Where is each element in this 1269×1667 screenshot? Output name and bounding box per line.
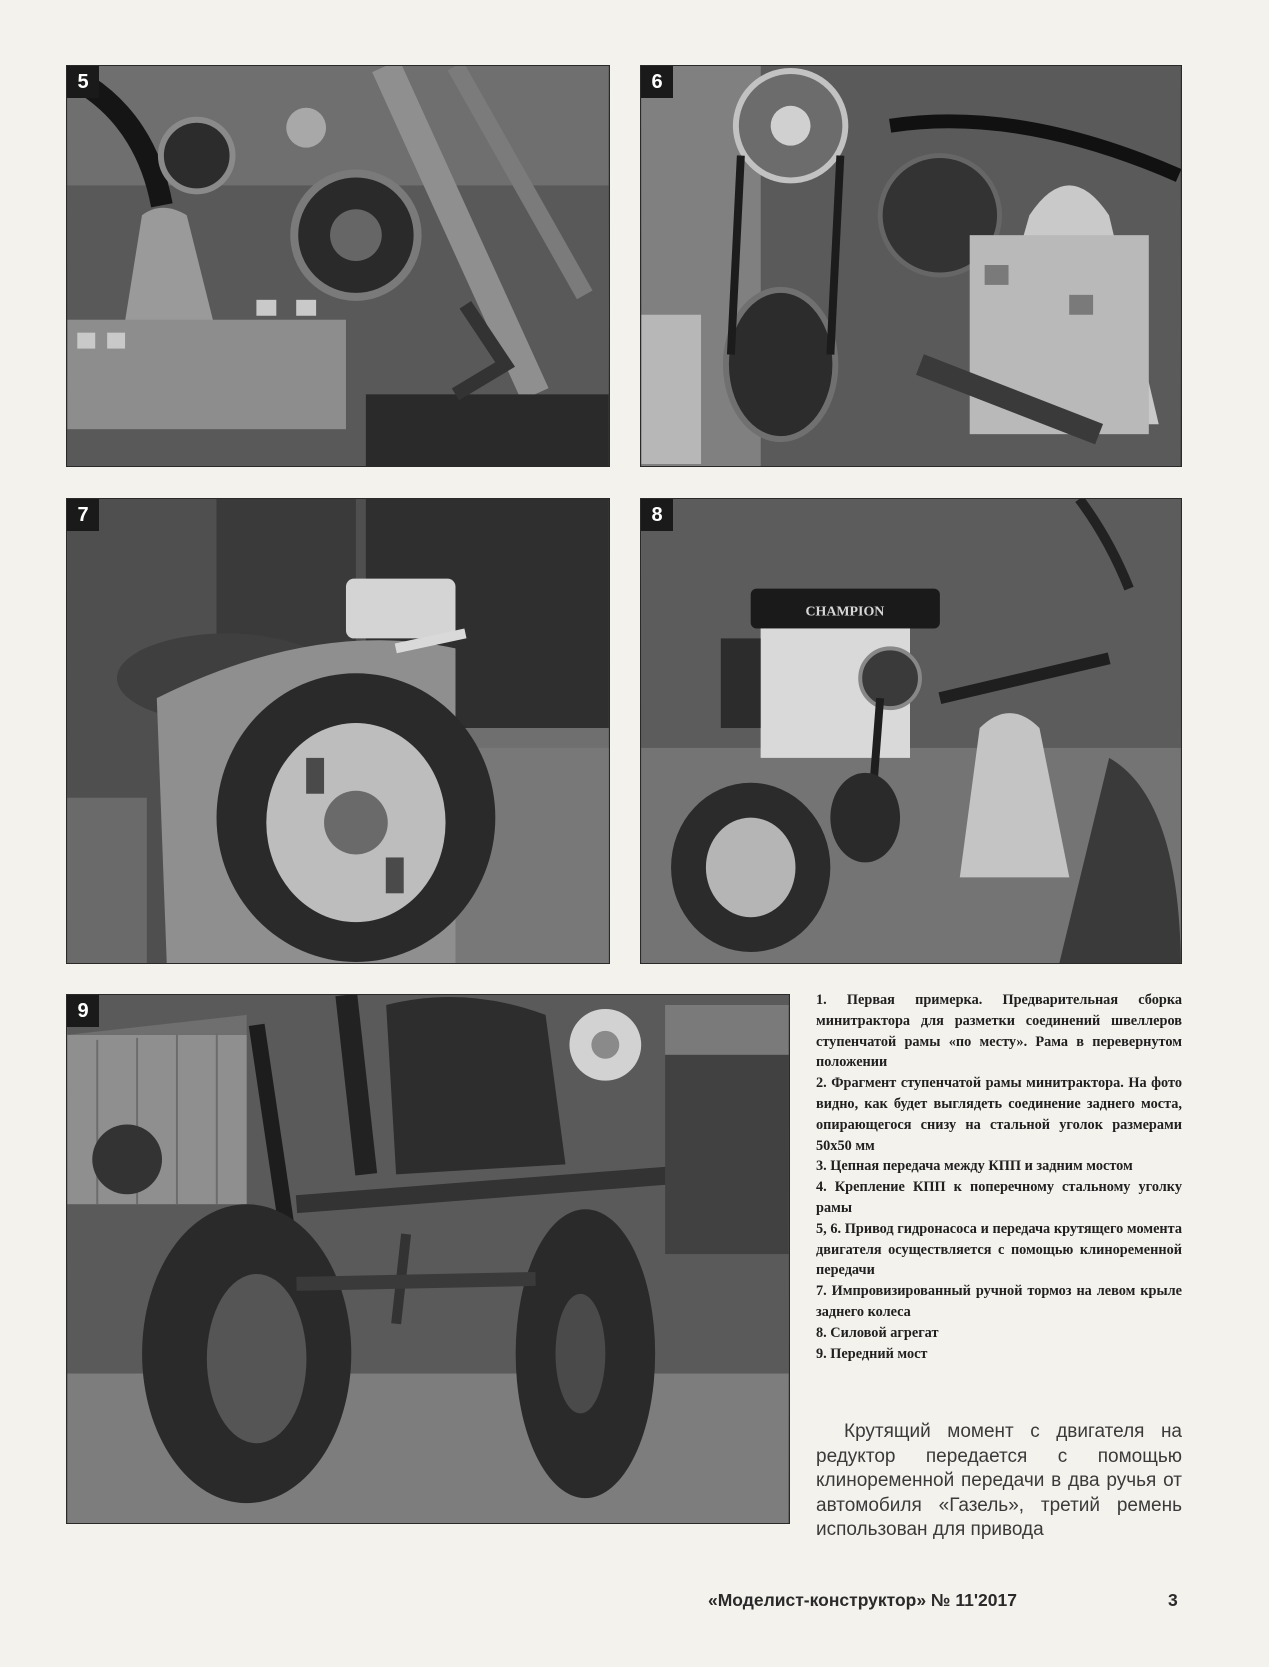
photo-5 [66, 65, 610, 467]
magazine-footer-title: «Моделист-конструктор» № 11'2017 [708, 1590, 1017, 1610]
photo-6-image [641, 66, 1181, 466]
photo-number-badge: 9 [67, 995, 99, 1027]
caption-9: 9. Передний мост [816, 1345, 928, 1362]
page-number: 3 [1168, 1590, 1178, 1610]
article-body-text: Крутящий момент с двигателя на редуктор передается с помощью клиноременной передачи в два ручья от автомобиля «Газель», третий ремень использован для привода [816, 1421, 1182, 1540]
caption-8: 8. Силовой агрегат [816, 1324, 939, 1341]
photo-9 [66, 994, 790, 1524]
photo-captions [816, 990, 1182, 1364]
photo-number-badge: 6 [641, 66, 673, 98]
photo-7 [66, 498, 610, 964]
caption-7: 7. Импровизированный ручной тормоз на левом крыле заднего колеса [816, 1283, 1182, 1320]
engine-brand-label: CHAMPION [805, 604, 885, 620]
caption-2: 2. Фрагмент ступенчатой рамы минитрактора. На фото видно, как будет выглядеть соединение заднего моста, опирающегося снизу на стальной уголок размерами 50х50 мм [816, 1075, 1182, 1154]
caption-5-6: 5, 6. Привод гидронасоса и передача крутящего момента двигателя осуществляется с помощью клиноременной передачи [816, 1220, 1182, 1279]
photo-8 [640, 498, 1182, 964]
photo-number-badge: 5 [67, 66, 99, 98]
caption-4: 4. Крепление КПП к поперечному стальному уголку рамы [816, 1179, 1182, 1216]
caption-1: 1. Первая примерка. Предварительная сборка минитрактора для разметки соединений швеллеров ступенчатой рамы «по месту». Рама в перевернутом положении [816, 992, 1182, 1071]
photo-7-image [67, 499, 609, 963]
photo-9-image [67, 995, 789, 1523]
photo-number-badge: 7 [67, 499, 99, 531]
caption-3: 3. Цепная передача между КПП и задним мостом [816, 1158, 1133, 1175]
photo-5-image [67, 66, 609, 466]
photo-8-image [641, 499, 1181, 963]
photo-6 [640, 65, 1182, 467]
photo-number-badge: 8 [641, 499, 673, 531]
